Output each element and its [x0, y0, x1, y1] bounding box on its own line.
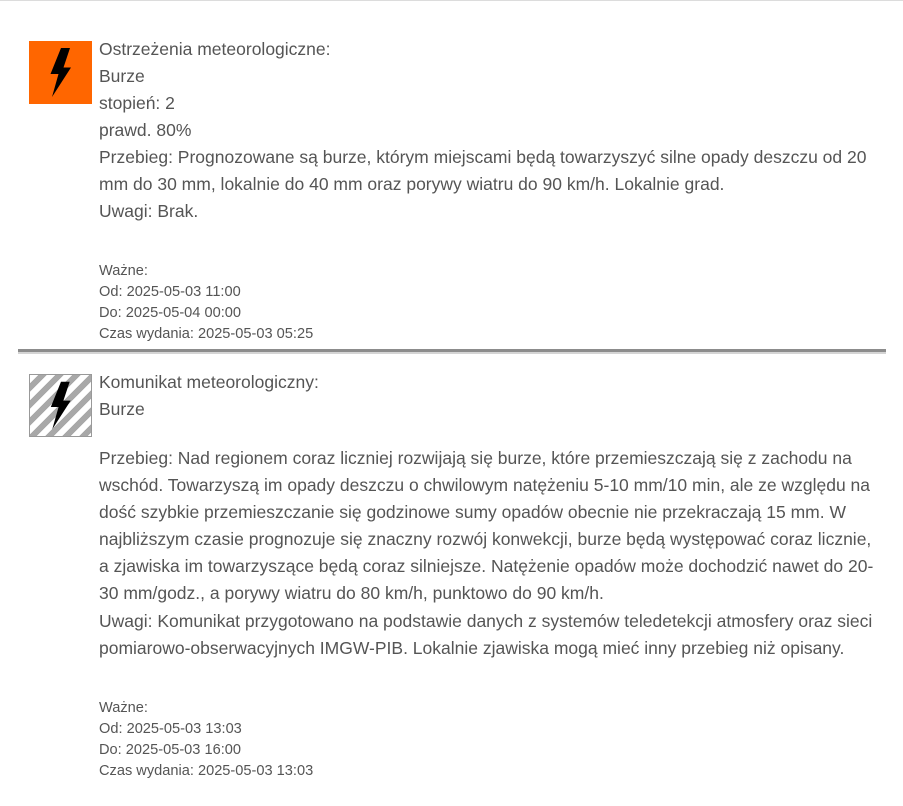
warning-event: Burze [99, 66, 145, 86]
valid-from: Od: 2025-05-03 11:00 [99, 284, 241, 301]
warning-probability: prawd. 80% [99, 120, 192, 140]
bulletin-event: Burze [99, 399, 145, 419]
validity-label: Ważne: [99, 699, 148, 716]
warning-level: stopień: 2 [99, 93, 175, 113]
warning-icon-badge [29, 41, 92, 104]
bulletin-header: Komunikat meteorologiczny: [99, 372, 319, 392]
warning-header: Ostrzeżenia meteorologiczne: [99, 39, 331, 59]
valid-to: Do: 2025-05-04 00:00 [99, 305, 241, 322]
warning-remarks: Uwagi: Brak. [99, 201, 199, 222]
issue-time: Czas wydania: 2025-05-03 13:03 [99, 762, 314, 779]
warning-course: Przebieg: Prognozowane są burze, którym miejscami będą towarzyszyć silne opady deszczu od 20 mm do 30 mm, lokalnie do 40 mm oraz porywy wiatru do 90 km/h. Lokalnie grad. [99, 147, 867, 195]
lightning-icon [29, 41, 92, 104]
bulletin-remarks: Uwagi: Komunikat przygotowano na podstawie danych z systemów teledetekcji atmosfery oraz sieci pomiarowo-obserwacyjnych IMGW-PIB. Lokalnie zjawiska mogą mieć inny przebieg niż opisany. [99, 610, 873, 658]
valid-from: Od: 2025-05-03 13:03 [99, 720, 242, 737]
validity-label: Ważne: [99, 263, 148, 280]
bulletin-course: Przebieg: Nad regionem coraz liczniej rozwijają się burze, które przemieszczają się z zachodu na wschód. Towarzyszą im opady deszczu o chwilowym natężeniu 5-10 mm/10 min, ale ze względu na dość szybkie przemieszczanie się godzinowe sumy opadów obecnie nie przekraczają 15 mm. W najbliższym czasie prognozuje się znaczny rozwój konwekcji, burze będą występować coraz licznie, a zjawiska im towarzyszące będą coraz silniejsze. Natężenie opadów może dochodzić nawet do 20-30 mm/godz., a porywy wiatru do 80 km/h, punktowo do 90 km/h. [99, 448, 874, 604]
top-divider [0, 0, 903, 1]
lightning-icon [30, 375, 91, 436]
bulletin-icon-badge [29, 374, 92, 437]
valid-to: Do: 2025-05-03 16:00 [99, 741, 241, 758]
section-divider [18, 349, 886, 354]
issue-time: Czas wydania: 2025-05-03 05:25 [99, 326, 314, 343]
